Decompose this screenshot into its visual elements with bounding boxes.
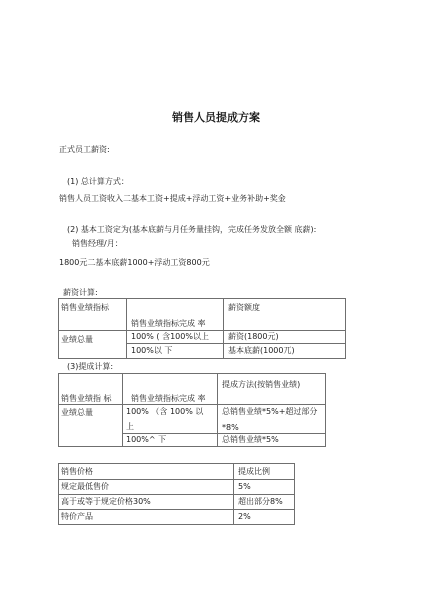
table3-row-price: 高于或等于规定价格30% [61, 497, 151, 506]
item2-heading: (2) 基本工资定为(基本底薪与月任务量挂钩，完成任务发放全额 底薪): [67, 225, 317, 234]
table2-r1-method-line1: 总销售业绩*5%+超过部分 [222, 407, 318, 416]
item1-formula: 销售人员工资收入二基本工资+提成+浮动工资+业务补助+奖金 [59, 194, 286, 203]
table2-header-indicator: 销售业绩指 标 [61, 394, 112, 403]
table2-row-label: 业绩总量 [61, 408, 93, 417]
table3-row-price: 规定最低售价 [61, 482, 109, 491]
table1-header-completion: 销售业绩指标完成 率 [131, 319, 206, 328]
table1-r2-completion: 100%以 下 [131, 346, 173, 355]
commission-calc-label: (3)提成计算: [67, 362, 114, 371]
table1-r2-amount: 基本底薪(1000兀) [228, 346, 295, 355]
table1-r1-amount: 薪资(1800元) [228, 332, 279, 341]
table2-r2-completion: 100%^ 下 [126, 435, 167, 444]
table2-r2-method: 总销售业绩*5% [222, 435, 279, 444]
salary-calc-label: 薪资计算: [63, 288, 98, 297]
item2-manager: 销售经理/月： [72, 239, 123, 248]
table3-header-ratio: 提成比例 [238, 467, 270, 476]
table3-row-ratio: 2% [238, 512, 251, 521]
table3-header-price: 销售价格 [61, 467, 93, 476]
table1-r1-completion: 100% ( 含100%以上 [131, 332, 209, 341]
section-regular-staff: 正式员工薪资: [59, 145, 110, 154]
table2-r1-completion-line1: 100% （含 100% 以 [126, 407, 204, 416]
page-title: 销售人员提成方案 [172, 111, 260, 124]
table2-header-method: 提成方法(按销售业绩) [222, 380, 301, 389]
table3-row-ratio: 5% [238, 482, 251, 491]
table1-header-amount: 薪资额度 [228, 303, 260, 312]
table1-header-indicator: 销售业绩指标 [61, 303, 109, 312]
table3-row-price: 特价产品 [61, 512, 93, 521]
table2-header-completion: 销售业绩指标完成 率 [131, 394, 206, 403]
item2-amount: 1800元二基本底薪1000+浮动工资800元 [59, 258, 210, 267]
table2-r1-completion-line2: 上 [126, 422, 134, 431]
table1-row-label: 业绩总量 [61, 335, 93, 344]
item1-heading: (1) 总计算方式： [67, 177, 129, 186]
table2-r1-method-line2: *8% [222, 423, 239, 432]
table3-row-ratio: 超出部分8% [238, 497, 283, 506]
